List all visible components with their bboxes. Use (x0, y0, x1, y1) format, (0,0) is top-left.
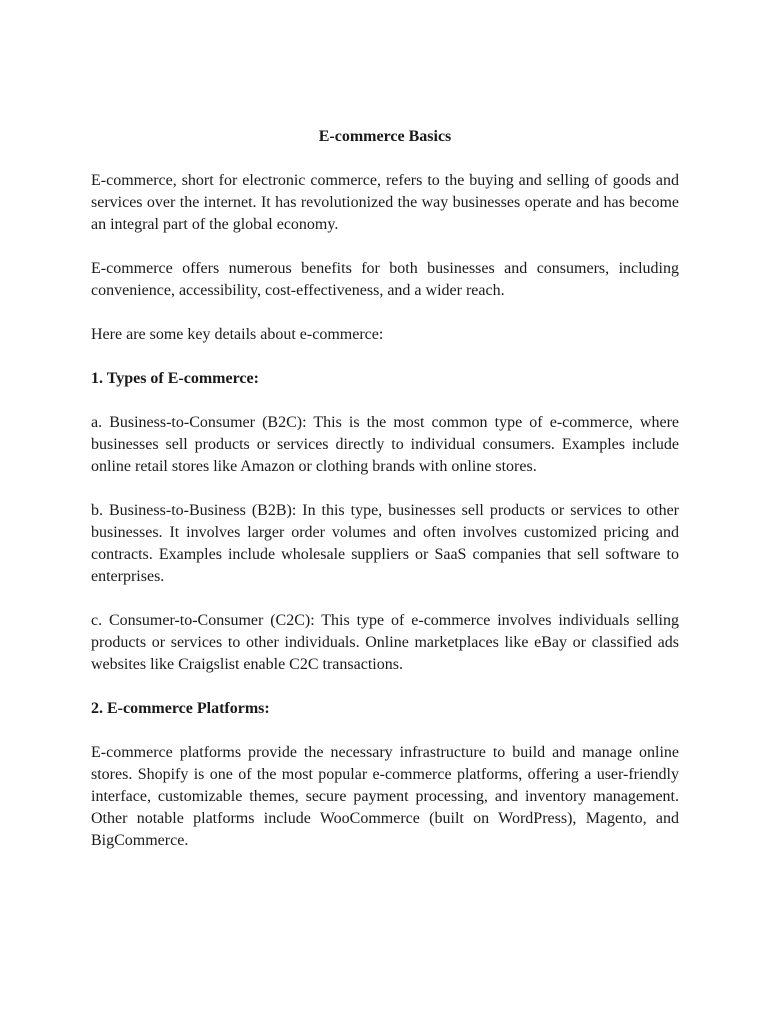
type-item-c2c: c. Consumer-to-Consumer (C2C): This type of e-commerce involves individuals selling products or services to other individuals. Online marketplaces like eBay or classified ads websites like Craigslist enable C2C transactions. (91, 612, 679, 673)
intro-paragraph: E-commerce offers numerous benefits for both businesses and consumers, including convenience, accessibility, cost-effectiveness, and a wider reach. (91, 260, 679, 299)
section-heading-types: 1. Types of E-commerce: (91, 370, 259, 387)
intro-paragraph: E-commerce, short for electronic commerce, refers to the buying and selling of goods and services over the internet. It has revolutionized the way businesses operate and has become an integral part of the global economy. (91, 172, 679, 233)
document-title: E-commerce Basics (318, 128, 452, 145)
intro-paragraph: Here are some key details about e-commerce: (91, 326, 384, 343)
type-item-b2c: a. Business-to-Consumer (B2C): This is the most common type of e-commerce, where businesses sell products or services directly to individual consumers. Examples include online retail stores like Amazon or clothing brands with online stores. (91, 414, 679, 475)
platforms-paragraph: E-commerce platforms provide the necessary infrastructure to build and manage online stores. Shopify is one of the most popular e-commerce platforms, offering a user-friendly interface, customizable themes, secure payment processing, and inventory management. Other notable platforms include WooCommerce (built on WordPress), Magento, and BigCommerce. (91, 744, 679, 849)
section-heading-platforms: 2. E-commerce Platforms: (91, 700, 270, 717)
type-item-b2b: b. Business-to-Business (B2B): In this type, businesses sell products or services to other businesses. It involves larger order volumes and often involves customized pricing and contracts. Examples include wholesale suppliers or SaaS companies that sell software to enterprises. (91, 502, 679, 585)
document-page (91, 126, 679, 874)
